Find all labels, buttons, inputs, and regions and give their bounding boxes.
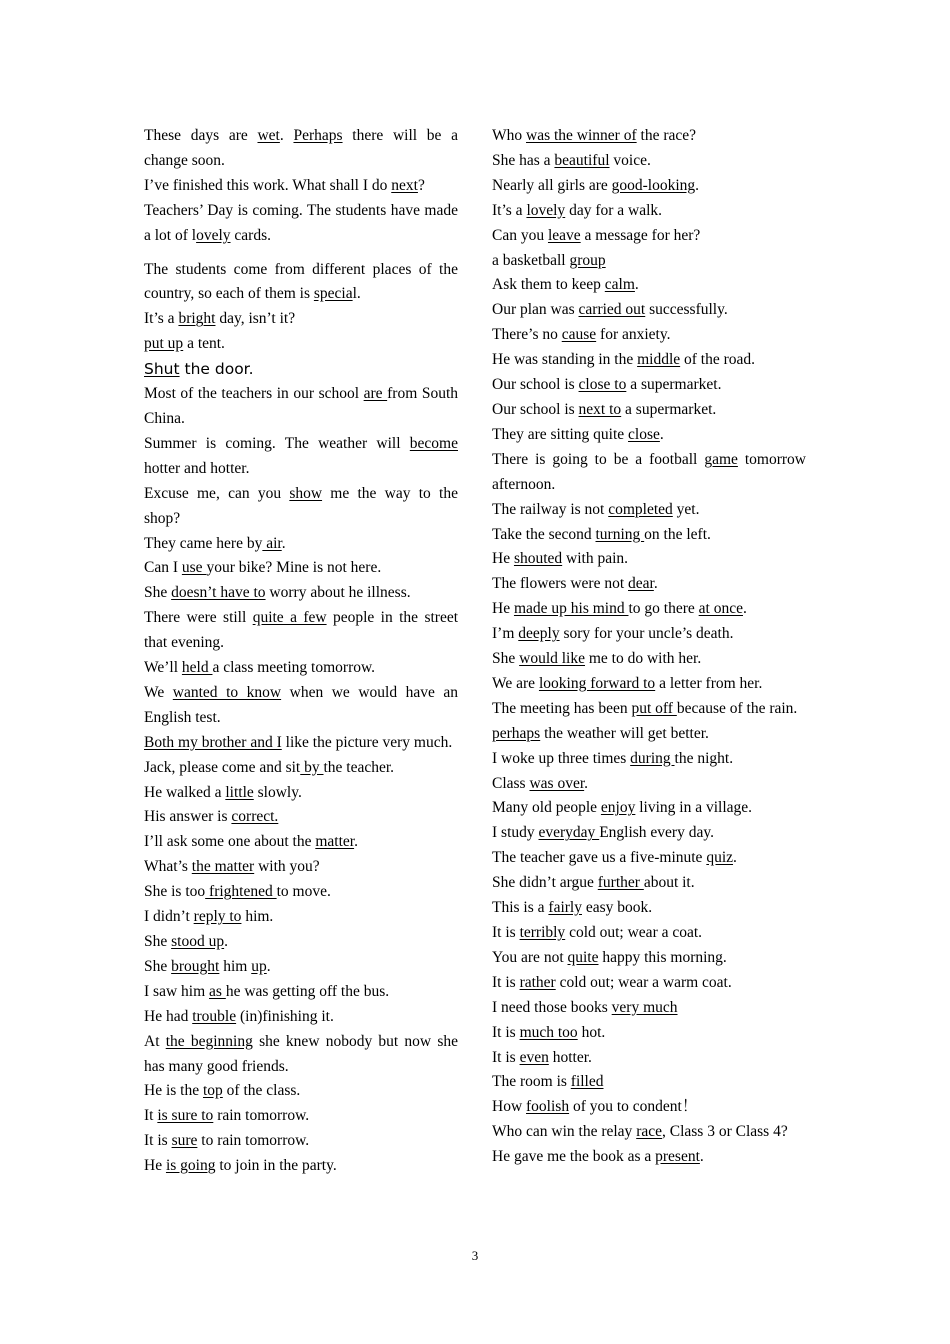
sentence-line	[492, 672, 806, 697]
text-segment: It is	[492, 1048, 520, 1066]
underlined-phrase: use	[181, 559, 207, 577]
text-segment: I didn’t	[144, 908, 194, 926]
text-segment: l.	[352, 285, 361, 303]
sentence-line	[492, 323, 806, 348]
sentence-line	[144, 1154, 458, 1179]
sentence-line	[492, 772, 806, 797]
underlined-phrase: terribly	[519, 924, 566, 941]
text-segment: easy book.	[581, 899, 653, 917]
underlined-phrase: rather	[519, 973, 556, 991]
underlined-phrase: dear	[628, 575, 654, 593]
sentence-line	[144, 606, 458, 656]
underlined-phrase: filled	[570, 1073, 604, 1091]
text-segment: .	[634, 276, 639, 294]
underlined-phrase: very much	[611, 998, 678, 1016]
sentence-line	[492, 373, 806, 398]
underlined-phrase: next to	[578, 400, 622, 418]
text-segment: There is going to be a football	[492, 450, 705, 468]
text-segment: because of the rain.	[676, 699, 798, 717]
underlined-phrase: brought	[171, 957, 220, 975]
underlined-phrase: doesn’t have to	[171, 584, 266, 602]
sentence-line	[492, 124, 806, 149]
sentence-line	[492, 697, 806, 722]
underlined-phrase: wet	[257, 127, 280, 144]
underlined-phrase: ovely	[196, 226, 231, 244]
underlined-phrase: specia	[313, 285, 353, 303]
sentence-line	[492, 199, 806, 224]
text-segment: day, isn’t it?	[215, 310, 296, 328]
text-segment: The students come from different places of the country, so each of them is	[144, 260, 458, 303]
text-segment: These days are	[144, 127, 258, 144]
text-segment: the door.	[179, 360, 254, 379]
sentence-line	[144, 1005, 458, 1030]
sentence-line	[144, 855, 458, 880]
underlined-phrase: race	[636, 1123, 662, 1141]
text-segment: There were still	[144, 609, 253, 627]
underlined-phrase: air	[262, 534, 282, 552]
sentence-line	[492, 498, 806, 523]
text-segment: I need those books	[492, 998, 612, 1016]
sentence-line	[492, 647, 806, 672]
underlined-phrase: would like	[519, 650, 585, 668]
text-segment: Can I	[144, 559, 182, 577]
text-segment: when we would have an English test.	[144, 683, 458, 726]
sentence-line	[492, 348, 806, 373]
text-segment: It is	[492, 924, 520, 941]
sentence-line	[492, 273, 806, 298]
text-segment: He is the	[144, 1082, 203, 1100]
text-segment: The meeting has been	[492, 699, 632, 717]
text-segment: How	[492, 1098, 527, 1116]
sentence-line	[144, 756, 458, 781]
text-segment: She has a	[492, 151, 555, 169]
text-segment: Most of the teachers in our school	[144, 385, 364, 403]
sentence-line	[144, 805, 458, 830]
text-segment: I’m	[492, 625, 519, 643]
text-segment: a class meeting tomorrow.	[212, 659, 376, 677]
underlined-phrase: matter	[315, 833, 355, 851]
sentence-line	[492, 996, 806, 1021]
text-segment: I woke up three times	[492, 749, 631, 767]
text-segment: ?	[417, 176, 425, 194]
underlined-phrase: enjoy	[600, 799, 636, 817]
text-segment: .	[699, 1148, 704, 1166]
sentence-line	[144, 124, 458, 174]
sentence-line	[492, 896, 806, 921]
text-segment: the teacher.	[323, 758, 395, 776]
sentence-line	[144, 532, 458, 557]
sentence-line	[144, 731, 458, 756]
underlined-phrase: further	[597, 874, 644, 892]
text-segment: worry about he illness.	[265, 584, 411, 602]
text-segment: I study	[492, 824, 539, 842]
sentence-line	[492, 946, 806, 971]
sentence-line	[144, 332, 458, 357]
text-segment: a letter from her.	[655, 674, 763, 692]
text-segment: tomorrow afternoon.	[492, 450, 807, 493]
sentence-line	[492, 821, 806, 846]
text-segment: cold out; wear a warm coat.	[555, 973, 732, 991]
text-segment: He	[492, 600, 514, 618]
text-segment: The railway is not	[492, 500, 609, 518]
text-segment: Summer is coming. The weather will	[144, 434, 410, 452]
text-segment: We are	[492, 674, 539, 692]
text-segment: (in)finishing it.	[236, 1007, 334, 1025]
text-segment: He gave me the book as a	[492, 1148, 656, 1166]
sentence-line	[492, 1046, 806, 1071]
underlined-phrase: as	[209, 982, 226, 1000]
underlined-phrase: present	[655, 1148, 700, 1166]
text-segment: We’ll	[144, 659, 182, 677]
text-segment: He	[492, 550, 514, 568]
text-segment: The flowers were not	[492, 575, 629, 593]
sentence-line	[144, 830, 458, 855]
sentence-line	[144, 681, 458, 731]
text-segment: Ask them to keep	[492, 276, 605, 294]
underlined-phrase: lovely	[526, 201, 566, 219]
text-segment: What’s	[144, 858, 192, 876]
text-segment: happy this morning.	[598, 948, 727, 966]
underlined-phrase: put off	[631, 699, 677, 717]
text-segment: He walked a	[144, 783, 226, 801]
sentence-line	[492, 1120, 806, 1145]
text-segment: It	[144, 1107, 158, 1125]
sentence-line	[492, 1095, 806, 1120]
text-segment: of the class.	[222, 1082, 301, 1100]
text-segment: slowly.	[253, 783, 302, 801]
underlined-phrase: the beginning	[165, 1032, 253, 1050]
sentence-line	[492, 796, 806, 821]
underlined-phrase: is sure to	[157, 1107, 214, 1125]
text-segment: him.	[241, 908, 274, 926]
underlined-phrase: wanted to know	[172, 683, 282, 701]
underlined-phrase: bright	[178, 310, 216, 328]
underlined-phrase: during	[630, 749, 675, 767]
text-segment: him	[219, 957, 252, 975]
text-segment: there will be a change soon.	[144, 127, 458, 169]
text-segment: It is	[144, 1132, 172, 1150]
text-segment: hotter and hotter.	[144, 459, 250, 477]
text-segment: She is too	[144, 883, 206, 901]
sentence-line	[492, 1145, 806, 1170]
text-segment: .	[354, 833, 358, 851]
underlined-phrase: carried out	[578, 301, 646, 319]
text-segment: The teacher gave us a five-minute	[492, 849, 707, 867]
sentence-line	[492, 423, 806, 448]
sentence-line	[492, 448, 806, 498]
text-segment: .	[266, 957, 271, 975]
text-segment: with pain.	[562, 550, 629, 568]
sentence-line	[144, 905, 458, 930]
text-segment: your bike? Mine is not here.	[206, 559, 382, 577]
text-segment: Teachers’ Day is coming. The students have made a lot of l	[144, 201, 458, 244]
text-segment: .	[695, 176, 700, 194]
sentence-line	[144, 556, 458, 581]
sentence-line	[144, 199, 458, 249]
sentence-line	[144, 955, 458, 980]
underlined-phrase: Shut	[144, 360, 180, 379]
text-segment: she knew nobody but now she has many good friends.	[144, 1032, 458, 1075]
text-segment: They came here by	[144, 534, 263, 552]
text-segment: He had	[144, 1007, 193, 1025]
sentence-line	[492, 298, 806, 323]
text-segment: .	[733, 849, 737, 867]
underlined-phrase: show	[289, 484, 323, 502]
text-segment: Class	[492, 774, 530, 792]
sentence-line	[492, 547, 806, 572]
underlined-phrase: middle	[637, 351, 681, 369]
text-segment: Who can win the relay	[492, 1123, 637, 1141]
underlined-phrase: good-looking	[611, 176, 696, 194]
text-segment: Excuse me, can you	[144, 484, 290, 502]
underlined-phrase: deeply	[518, 625, 560, 643]
text-segment: Take the second	[492, 525, 596, 543]
underlined-phrase: correct.	[231, 808, 279, 826]
underlined-phrase: is going	[165, 1157, 216, 1175]
text-segment: the night.	[674, 749, 734, 767]
text-segment: They are sitting quite	[492, 425, 629, 443]
underlined-phrase: looking forward to	[538, 674, 656, 692]
text-segment: .	[224, 933, 228, 950]
text-segment: Can you	[492, 226, 548, 244]
underlined-phrase: fairly	[548, 899, 582, 917]
text-segment: cold out; wear a coat.	[565, 924, 703, 941]
text-segment: She	[144, 933, 172, 950]
sentence-line	[144, 357, 458, 382]
sentence-line	[144, 432, 458, 482]
underlined-phrase: was the winner of	[526, 127, 637, 144]
text-segment: I’ll ask some one about the	[144, 833, 316, 851]
sentence-line	[492, 149, 806, 174]
text-segment: of you to condent！	[569, 1098, 698, 1116]
underlined-phrase: trouble	[192, 1007, 237, 1025]
text-segment: hot.	[577, 1023, 606, 1041]
text-segment: I’ve finished this work. What shall I do	[144, 176, 392, 194]
sentence-line	[144, 930, 458, 955]
text-segment: English every day.	[599, 824, 714, 842]
underlined-phrase: held	[181, 659, 213, 677]
text-segment: Who	[492, 127, 527, 144]
underlined-phrase: foolish	[526, 1098, 570, 1116]
sentence-line	[492, 622, 806, 647]
text-segment: .	[742, 600, 747, 618]
sentence-line	[492, 747, 806, 772]
sentence-line	[492, 971, 806, 996]
underlined-phrase: at once	[698, 600, 743, 618]
sentence-line	[492, 1070, 806, 1095]
underlined-phrase: stood up	[171, 933, 225, 950]
text-segment: It’s a	[144, 310, 179, 328]
underlined-phrase: everyday	[538, 824, 600, 842]
sentence-line	[144, 1030, 458, 1080]
text-segment: At	[144, 1032, 166, 1050]
text-segment: It is	[492, 973, 520, 991]
text-segment: yet.	[672, 500, 700, 518]
text-segment: rain tomorrow.	[213, 1107, 310, 1125]
text-segment: like the picture very much.	[281, 733, 453, 751]
underlined-phrase: shouted	[513, 550, 563, 568]
text-segment: the weather will get better.	[540, 724, 709, 742]
text-segment: This is a	[492, 899, 549, 917]
text-segment: for anxiety.	[596, 326, 671, 344]
text-segment: of the road.	[680, 351, 756, 369]
sentence-line	[144, 307, 458, 332]
text-segment: .	[279, 127, 294, 144]
underlined-phrase: up	[251, 957, 267, 975]
underlined-phrase: are	[363, 385, 388, 403]
sentence-line	[492, 224, 806, 249]
text-segment: he was getting off the bus.	[225, 982, 390, 1000]
page-number: 3	[471, 1248, 479, 1263]
text-segment: to move.	[276, 883, 331, 901]
text-segment: me the way to the shop?	[144, 484, 458, 527]
underlined-phrase: sure	[171, 1132, 198, 1150]
underlined-phrase: frightened	[205, 883, 277, 901]
text-segment: , Class 3 or Class 4?	[662, 1123, 788, 1141]
text-segment: to rain tomorrow.	[197, 1132, 310, 1150]
underlined-phrase: was over	[529, 774, 585, 792]
sentence-line	[144, 1104, 458, 1129]
underlined-phrase: leave	[547, 226, 581, 244]
underlined-phrase: close	[628, 425, 660, 443]
sentence-line	[492, 523, 806, 548]
text-segment: on the left.	[644, 525, 711, 543]
text-segment: Our school is	[492, 376, 579, 394]
text-segment: living in a village.	[635, 799, 753, 817]
underlined-phrase: made up his mind	[513, 600, 629, 618]
underlined-phrase: close to	[578, 376, 627, 394]
sentence-line	[144, 174, 458, 199]
text-segment: His answer is	[144, 808, 232, 826]
underlined-phrase: become	[409, 434, 458, 452]
sentence-line	[144, 1129, 458, 1154]
text-segment: There’s no	[492, 326, 562, 344]
text-segment: He	[144, 1157, 166, 1175]
text-segment: .	[584, 774, 589, 792]
text-segment: from South China.	[144, 385, 458, 427]
text-segment: a supermarket.	[621, 400, 717, 418]
sentence-line	[492, 722, 806, 747]
text-segment: a tent.	[183, 335, 225, 353]
sentence-line	[144, 980, 458, 1005]
text-segment: She didn’t argue	[492, 874, 598, 892]
text-segment: We	[144, 683, 173, 701]
text-segment: to go there	[628, 600, 699, 618]
underlined-phrase: even	[519, 1048, 549, 1066]
text-segment: about it.	[643, 874, 695, 892]
sentence-line	[144, 258, 458, 308]
text-segment: sory for your uncle’s death.	[559, 625, 734, 643]
sentence-line	[492, 572, 806, 597]
underlined-phrase: Perhaps	[293, 127, 343, 144]
underlined-phrase: put up	[144, 335, 184, 353]
text-segment: the race?	[636, 127, 697, 144]
underlined-phrase: next	[391, 176, 418, 194]
underlined-phrase: quite	[567, 948, 599, 966]
sentence-line	[492, 249, 806, 274]
sentence-line	[144, 382, 458, 432]
left-column	[144, 124, 458, 1179]
text-segment: cards.	[230, 226, 271, 244]
underlined-phrase: by	[300, 758, 324, 776]
text-segment: .	[281, 534, 286, 552]
underlined-phrase: much too	[519, 1023, 578, 1041]
underlined-phrase: top	[202, 1082, 223, 1100]
underlined-phrase: cause	[561, 326, 597, 344]
text-segment: me to do with her.	[585, 650, 702, 668]
text-segment: Jack, please come and sit	[144, 758, 301, 776]
underlined-phrase: group	[569, 251, 606, 269]
text-segment: voice.	[609, 151, 651, 169]
underlined-phrase: calm	[604, 276, 635, 294]
text-segment: a supermarket.	[626, 376, 722, 394]
underlined-phrase: quite a few	[252, 609, 327, 627]
sentence-line	[144, 656, 458, 681]
text-segment: It’s a	[492, 201, 527, 219]
text-segment: .	[659, 425, 664, 443]
underlined-phrase: completed	[608, 500, 673, 518]
text-segment: hotter.	[548, 1048, 592, 1066]
underlined-phrase: perhaps	[492, 724, 541, 742]
sentence-line	[492, 1021, 806, 1046]
sentence-line	[144, 581, 458, 606]
sentence-line	[492, 398, 806, 423]
underlined-phrase: reply to	[193, 908, 242, 926]
text-segment: .	[653, 575, 658, 593]
text-segment: a message for her?	[580, 226, 701, 244]
text-segment: with you?	[254, 858, 320, 876]
text-segment: people in the street that evening.	[144, 609, 459, 652]
underlined-phrase: Both my brother and I	[144, 733, 282, 751]
text-segment: to join in the party.	[215, 1157, 337, 1175]
text-segment: Our school is	[492, 400, 579, 418]
text-segment: Nearly all girls are	[492, 176, 612, 194]
sentence-line	[144, 781, 458, 806]
text-segment: Our plan was	[492, 301, 579, 319]
text-segment: I saw him	[144, 982, 210, 1000]
underlined-phrase: the matter	[191, 858, 255, 876]
text-segment: She	[492, 650, 520, 668]
underlined-phrase: little	[225, 783, 254, 801]
text-segment: It is	[492, 1023, 520, 1041]
text-segment: She	[144, 957, 172, 975]
sentence-line	[492, 846, 806, 871]
underlined-phrase: turning	[595, 525, 645, 543]
underlined-phrase: quiz	[706, 849, 734, 867]
text-segment: successfully.	[645, 301, 728, 319]
sentence-line	[144, 1079, 458, 1104]
underlined-phrase: beautiful	[554, 151, 610, 169]
sentence-line	[492, 174, 806, 199]
text-segment: He was standing in the	[492, 351, 638, 369]
sentence-line	[492, 597, 806, 622]
text-segment: Many old people	[492, 799, 601, 817]
sentence-line	[492, 871, 806, 896]
text-segment: day for a walk.	[565, 201, 663, 219]
text-segment: You are not	[492, 948, 568, 966]
text-segment: She	[144, 584, 172, 602]
text-segment: a basketball	[492, 251, 570, 269]
text-segment: The room is	[492, 1073, 571, 1091]
sentence-line	[144, 880, 458, 905]
right-column	[492, 124, 806, 1170]
sentence-line	[144, 482, 458, 532]
underlined-phrase: game	[704, 450, 738, 468]
sentence-line	[492, 921, 806, 946]
